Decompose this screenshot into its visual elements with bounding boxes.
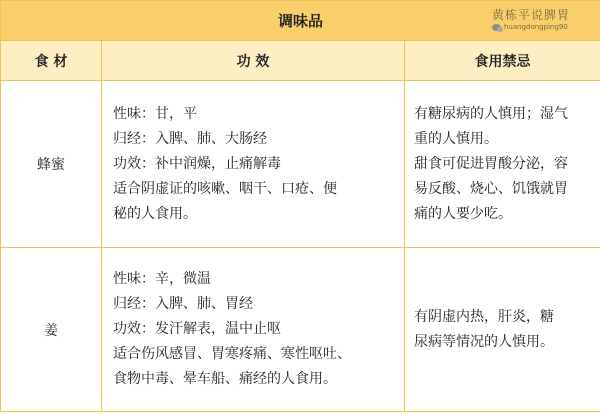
contraindication-line: 易反酸、烧心、饥饿就胃 — [414, 180, 568, 197]
effect-line: 功效：补中润燥，止痛解毒 — [113, 155, 281, 172]
contraindication-line: 有糖尿病的人慎用；湿气 — [414, 105, 568, 122]
contraindication-line: 尿病等情况的人慎用。 — [414, 333, 554, 350]
effect-line: 功效：发汗解表，温中止呕 — [113, 321, 281, 337]
table-row — [1, 81, 600, 248]
table-title: 调味品 — [1, 1, 600, 41]
effect-line: 性味：辛，微温 — [113, 271, 211, 287]
header-row — [1, 41, 600, 81]
header-ingredient: 食 材 — [1, 41, 102, 81]
contraindication-line: 痛的人要少吃。 — [414, 205, 512, 222]
effect-line: 归经：入脾、肺、胃经 — [113, 296, 253, 312]
effect-cell — [102, 81, 405, 248]
effect-cell — [102, 248, 405, 412]
wechat-icon — [492, 24, 501, 31]
watermark-account-line — [492, 23, 570, 31]
effect-line: 食物中毒、晕车船、痛经的人食用。 — [113, 371, 337, 387]
ingredient-name: 蜂蜜 — [1, 81, 102, 248]
ingredient-name: 姜 — [1, 248, 102, 412]
watermark-account: huangdongping90 — [503, 23, 568, 31]
contraindication-line: 有阴虚内热，肝炎，糖 — [414, 308, 554, 325]
effect-line: 性味：甘，平 — [113, 105, 197, 122]
effect-line: 适合伤风感冒、胃寒疼痛、寒性呕吐、 — [113, 346, 351, 362]
contraindication-line: 重的人慎用。 — [414, 130, 498, 147]
table-row — [1, 248, 600, 412]
effect-line: 秘的人食用。 — [113, 205, 197, 222]
contraindication-cell — [405, 81, 600, 248]
watermark-name: 黄栋平说脾胃 — [491, 8, 570, 22]
contraindication-cell — [405, 248, 600, 412]
contraindication-line: 甜食可促进胃酸分泌，容 — [414, 155, 568, 172]
watermark — [492, 6, 570, 31]
header-effect: 功 效 — [102, 41, 405, 81]
effect-line: 归经：入脾、肺、大肠经 — [113, 130, 267, 147]
effect-line: 适合阴虚证的咳嗽、咽干、口疮、便 — [113, 180, 337, 197]
header-contraindication: 食用禁忌 — [405, 41, 600, 81]
